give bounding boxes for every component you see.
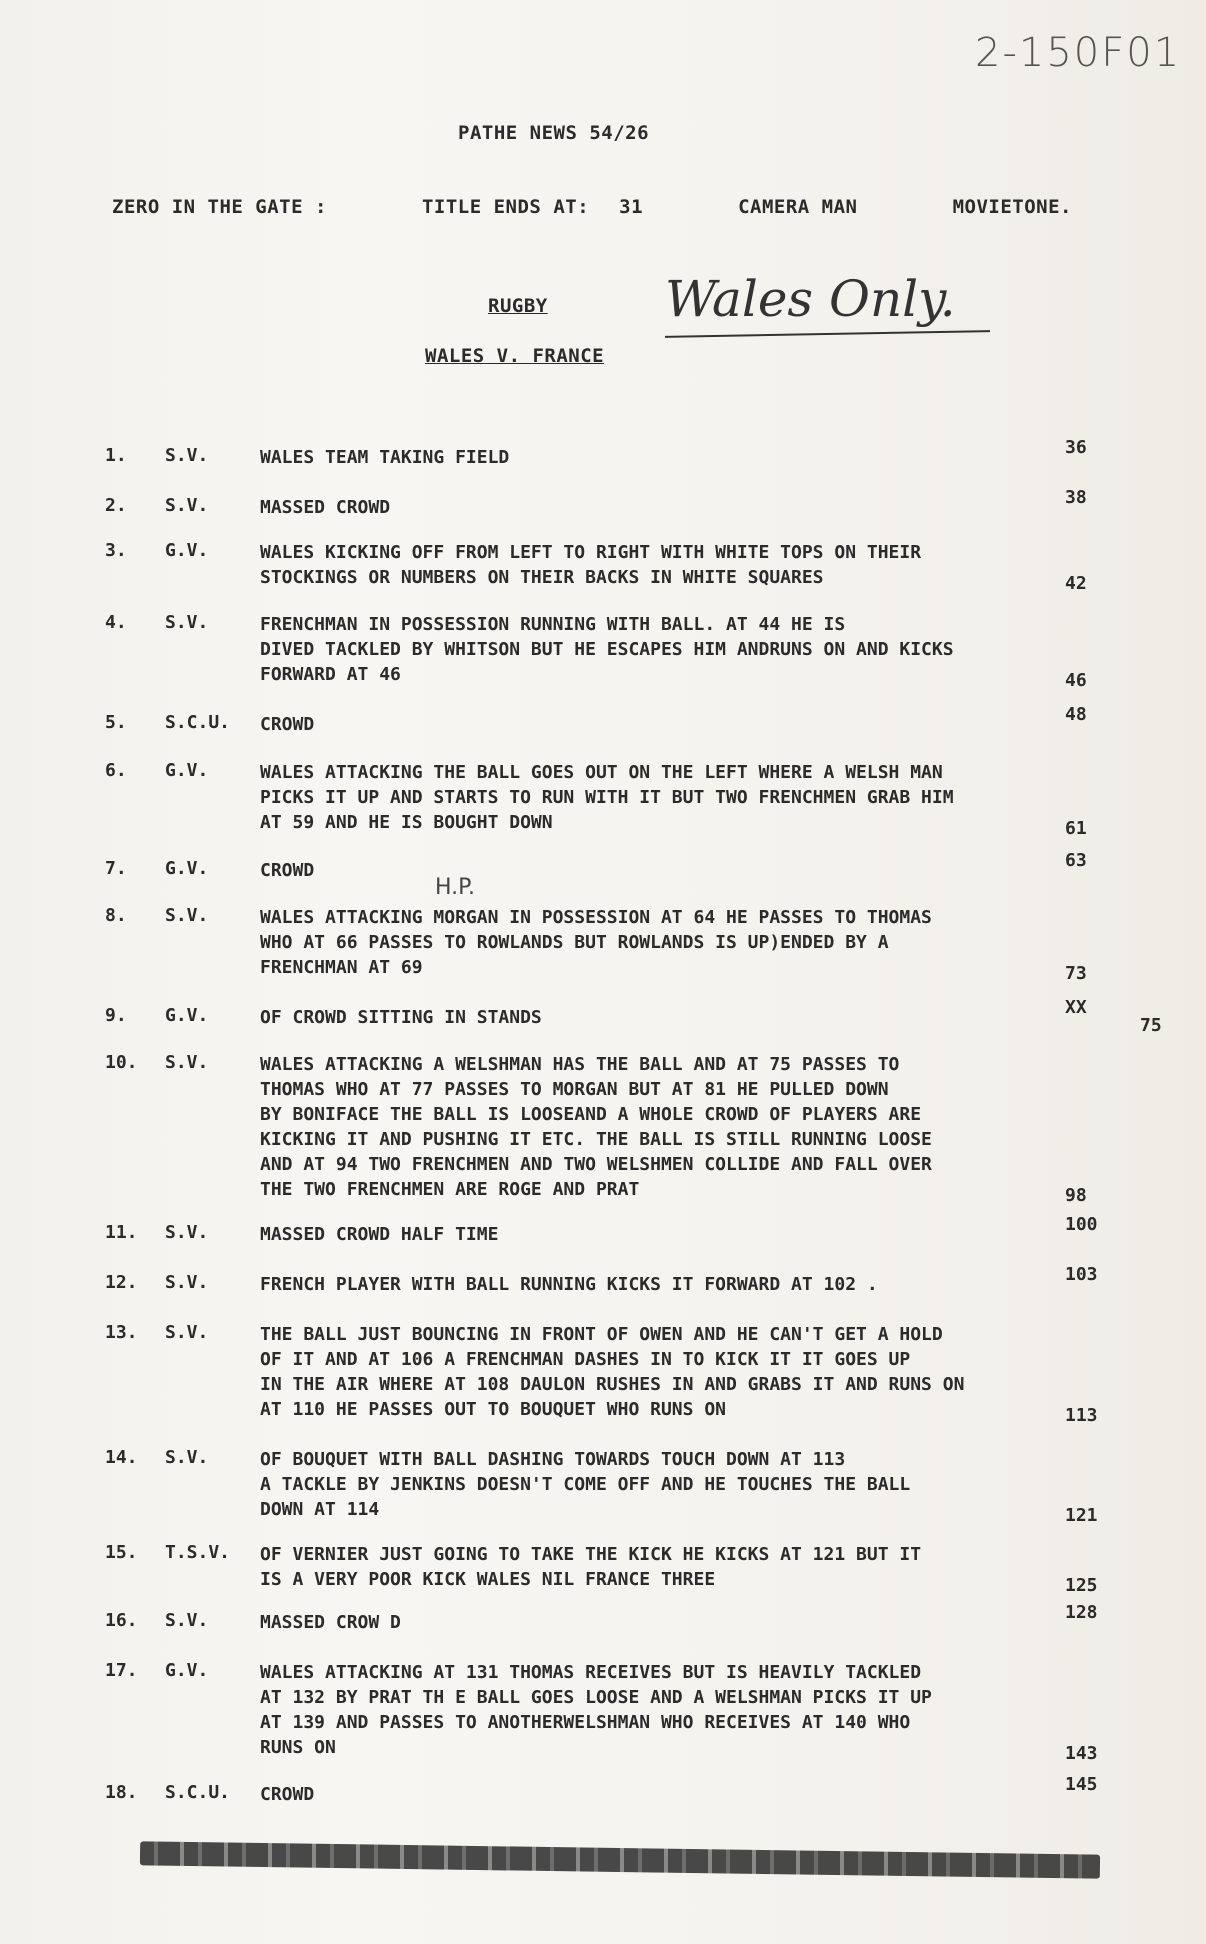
description-line: WALES ATTACKING MORGAN IN POSSESSION AT 64 HE PASSES TO THOMAS bbox=[260, 907, 932, 928]
description-line: THOMAS WHO AT 77 PASSES TO MORGAN BUT AT 81 HE PULLED DOWN bbox=[260, 1079, 889, 1100]
shot-description bbox=[260, 1447, 1070, 1522]
description-line: WALES KICKING OFF FROM LEFT TO RIGHT WITH WHITE TOPS ON THEIR bbox=[260, 542, 922, 563]
description-line: OF BOUQUET WITH BALL DASHING TOWARDS TOUCH DOWN AT 113 bbox=[260, 1449, 846, 1470]
shot-type: S.V. bbox=[165, 1222, 209, 1243]
shot-number: 4. bbox=[105, 612, 127, 633]
shot-type: G.V. bbox=[165, 858, 209, 879]
shot-type: S.V. bbox=[165, 1052, 209, 1073]
end-footage: 61 bbox=[1065, 818, 1087, 839]
shot-description bbox=[260, 905, 1070, 980]
shot-type: S.V. bbox=[165, 1272, 209, 1293]
shot-number: 8. bbox=[105, 905, 127, 926]
title-ends-label: TITLE ENDS AT: bbox=[421, 196, 590, 218]
shot-number: 2. bbox=[105, 495, 127, 516]
shot-type: G.V. bbox=[165, 1005, 209, 1026]
shot-number: 9. bbox=[105, 1005, 127, 1026]
shot-number: 13. bbox=[105, 1322, 138, 1343]
end-footage: 38 bbox=[1065, 487, 1087, 508]
shot-number: 10. bbox=[105, 1052, 138, 1073]
document-title: PATHE NEWS 54/26 bbox=[458, 122, 650, 144]
description-line: WALES ATTACKING AT 131 THOMAS RECEIVES BUT IS HEAVILY TACKLED bbox=[260, 1662, 922, 1683]
shot-description bbox=[260, 1052, 1070, 1202]
shot-description bbox=[260, 445, 1070, 470]
description-line: OF CROWD SITTING IN STANDS bbox=[260, 1007, 542, 1028]
description-line: PICKS IT UP AND STARTS TO RUN WITH IT BUT TWO FRENCHMEN GRAB HIM bbox=[260, 787, 954, 808]
description-line: MASSED CROWD bbox=[260, 497, 391, 518]
shot-type: G.V. bbox=[165, 760, 209, 781]
shot-number: 5. bbox=[105, 712, 127, 733]
title-ends-group bbox=[422, 196, 643, 218]
header-line bbox=[112, 196, 1072, 218]
zero-label: ZERO IN THE GATE : bbox=[112, 196, 327, 218]
camera-label: CAMERA MAN bbox=[738, 196, 858, 218]
end-footage: 121 bbox=[1065, 1505, 1098, 1526]
shot-type: S.C.U. bbox=[165, 712, 231, 733]
description-line: BY BONIFACE THE BALL IS LOOSEAND A WHOLE CROWD OF PLAYERS ARE bbox=[260, 1104, 922, 1125]
shot-type: T.S.V. bbox=[165, 1542, 231, 1563]
end-footage: 128 bbox=[1065, 1602, 1098, 1623]
description-line: AT 59 AND HE IS BOUGHT DOWN bbox=[260, 812, 553, 833]
shot-description bbox=[260, 1782, 1070, 1807]
description-line: THE TWO FRENCHMEN ARE ROGE AND PRAT bbox=[260, 1179, 640, 1200]
shot-number: 11. bbox=[105, 1222, 138, 1243]
handwritten-note: Wales Only. bbox=[665, 270, 956, 328]
shot-type: G.V. bbox=[165, 540, 209, 561]
end-footage: XX bbox=[1065, 997, 1087, 1018]
description-line: AT 132 BY PRAT TH E BALL GOES LOOSE AND A WELSHMAN PICKS IT UP bbox=[260, 1687, 932, 1708]
description-line: MASSED CROWD HALF TIME bbox=[260, 1224, 499, 1245]
shot-type: S.V. bbox=[165, 905, 209, 926]
end-footage: 125 bbox=[1065, 1575, 1098, 1596]
description-line: IS A VERY POOR KICK WALES NIL FRANCE THREE bbox=[260, 1569, 716, 1590]
description-line: MASSED CROW D bbox=[260, 1612, 401, 1633]
shot-description bbox=[260, 712, 1070, 737]
shot-description bbox=[260, 760, 1070, 835]
end-footage: 48 bbox=[1065, 704, 1087, 725]
shot-number: 18. bbox=[105, 1782, 138, 1803]
shot-description bbox=[260, 495, 1070, 520]
match-heading: WALES V. FRANCE bbox=[425, 345, 605, 367]
shot-description bbox=[260, 1272, 1070, 1297]
description-line: DOWN AT 114 bbox=[260, 1499, 380, 1520]
handwritten-hp: H.P. bbox=[435, 875, 475, 900]
description-line: DIVED TACKLED BY WHITSON BUT HE ESCAPES HIM ANDRUNS ON AND KICKS bbox=[260, 639, 954, 660]
description-line: STOCKINGS OR NUMBERS ON THEIR BACKS IN WHITE SQUARES bbox=[260, 567, 824, 588]
end-footage: 113 bbox=[1065, 1405, 1098, 1426]
description-line: A TACKLE BY JENKINS DOESN'T COME OFF AND HE TOUCHES THE BALL bbox=[260, 1474, 911, 1495]
shot-type: G.V. bbox=[165, 1660, 209, 1681]
shot-number: 3. bbox=[105, 540, 127, 561]
shot-number: 15. bbox=[105, 1542, 138, 1563]
shot-description bbox=[260, 612, 1070, 687]
shot-type: S.V. bbox=[165, 495, 209, 516]
description-line: WALES ATTACKING THE BALL GOES OUT ON THE LEFT WHERE A WELSH MAN bbox=[260, 762, 943, 783]
shot-type: S.V. bbox=[165, 1322, 209, 1343]
description-line: AND AT 94 TWO FRENCHMEN AND TWO WELSHMEN COLLIDE AND FALL OVER bbox=[260, 1154, 932, 1175]
description-line: FRENCHMAN AT 69 bbox=[260, 957, 423, 978]
shot-number: 7. bbox=[105, 858, 127, 879]
description-line: KICKING IT AND PUSHING IT ETC. THE BALL IS STILL RUNNING LOOSE bbox=[260, 1129, 932, 1150]
end-footage: 36 bbox=[1065, 437, 1087, 458]
shot-description bbox=[260, 858, 1070, 883]
title-ends-value: 31 bbox=[619, 196, 644, 218]
shot-number: 12. bbox=[105, 1272, 138, 1293]
shot-description bbox=[260, 1322, 1070, 1422]
description-line: FRENCHMAN IN POSSESSION RUNNING WITH BALL. AT 44 HE IS bbox=[260, 614, 846, 635]
description-line: WALES ATTACKING A WELSHMAN HAS THE BALL AND AT 75 PASSES TO bbox=[260, 1054, 900, 1075]
shot-type: S.V. bbox=[165, 445, 209, 466]
description-line: OF IT AND AT 106 A FRENCHMAN DASHES IN TO KICK IT IT GOES UP bbox=[260, 1349, 911, 1370]
end-footage: 63 bbox=[1065, 850, 1087, 871]
redacted-bar bbox=[140, 1841, 1100, 1878]
description-line: FORWARD AT 46 bbox=[260, 664, 401, 685]
extra-footage: 75 bbox=[1140, 1015, 1162, 1036]
description-line: RUNS ON bbox=[260, 1737, 336, 1758]
end-footage: 103 bbox=[1065, 1264, 1098, 1285]
description-line: IN THE AIR WHERE AT 108 DAULON RUSHES IN AND GRABS IT AND RUNS ON bbox=[260, 1374, 965, 1395]
shot-number: 1. bbox=[105, 445, 127, 466]
shot-description bbox=[260, 1542, 1070, 1592]
shot-type: S.V. bbox=[165, 1610, 209, 1631]
description-line: CROWD bbox=[260, 1784, 315, 1805]
description-line: FRENCH PLAYER WITH BALL RUNNING KICKS IT FORWARD AT 102 . bbox=[260, 1274, 878, 1295]
description-line: WALES TEAM TAKING FIELD bbox=[260, 447, 510, 468]
shot-number: 6. bbox=[105, 760, 127, 781]
shot-description bbox=[260, 540, 1070, 590]
shot-type: S.V. bbox=[165, 1447, 209, 1468]
end-footage: 100 bbox=[1065, 1214, 1098, 1235]
reference-number: 2-150F01 bbox=[975, 30, 1182, 76]
end-footage: 98 bbox=[1065, 1185, 1087, 1206]
description-line: OF VERNIER JUST GOING TO TAKE THE KICK HE KICKS AT 121 BUT IT bbox=[260, 1544, 922, 1565]
shot-number: 14. bbox=[105, 1447, 138, 1468]
end-footage: 145 bbox=[1065, 1774, 1098, 1795]
end-footage: 73 bbox=[1065, 963, 1087, 984]
shot-number: 17. bbox=[105, 1660, 138, 1681]
description-line: AT 110 HE PASSES OUT TO BOUQUET WHO RUNS ON bbox=[260, 1399, 726, 1420]
shot-description bbox=[260, 1222, 1070, 1247]
shot-number: 16. bbox=[105, 1610, 138, 1631]
shot-description bbox=[260, 1610, 1070, 1635]
description-line: WHO AT 66 PASSES TO ROWLANDS BUT ROWLANDS IS UP)ENDED BY A bbox=[260, 932, 889, 953]
shot-type: S.V. bbox=[165, 612, 209, 633]
sport-heading: RUGBY bbox=[488, 295, 548, 317]
note-underline bbox=[665, 330, 990, 338]
shot-description bbox=[260, 1005, 1070, 1030]
description-line: CROWD bbox=[260, 860, 315, 881]
end-footage: 42 bbox=[1065, 573, 1087, 594]
camera-value: MOVIETONE. bbox=[952, 196, 1072, 218]
description-line: CROWD bbox=[260, 714, 315, 735]
end-footage: 143 bbox=[1065, 1743, 1098, 1764]
shot-type: S.C.U. bbox=[165, 1782, 231, 1803]
description-line: AT 139 AND PASSES TO ANOTHERWELSHMAN WHO RECEIVES AT 140 WHO bbox=[260, 1712, 911, 1733]
description-line: THE BALL JUST BOUNCING IN FRONT OF OWEN AND HE CAN'T GET A HOLD bbox=[260, 1324, 943, 1345]
shot-description bbox=[260, 1660, 1070, 1760]
end-footage: 46 bbox=[1065, 670, 1087, 691]
